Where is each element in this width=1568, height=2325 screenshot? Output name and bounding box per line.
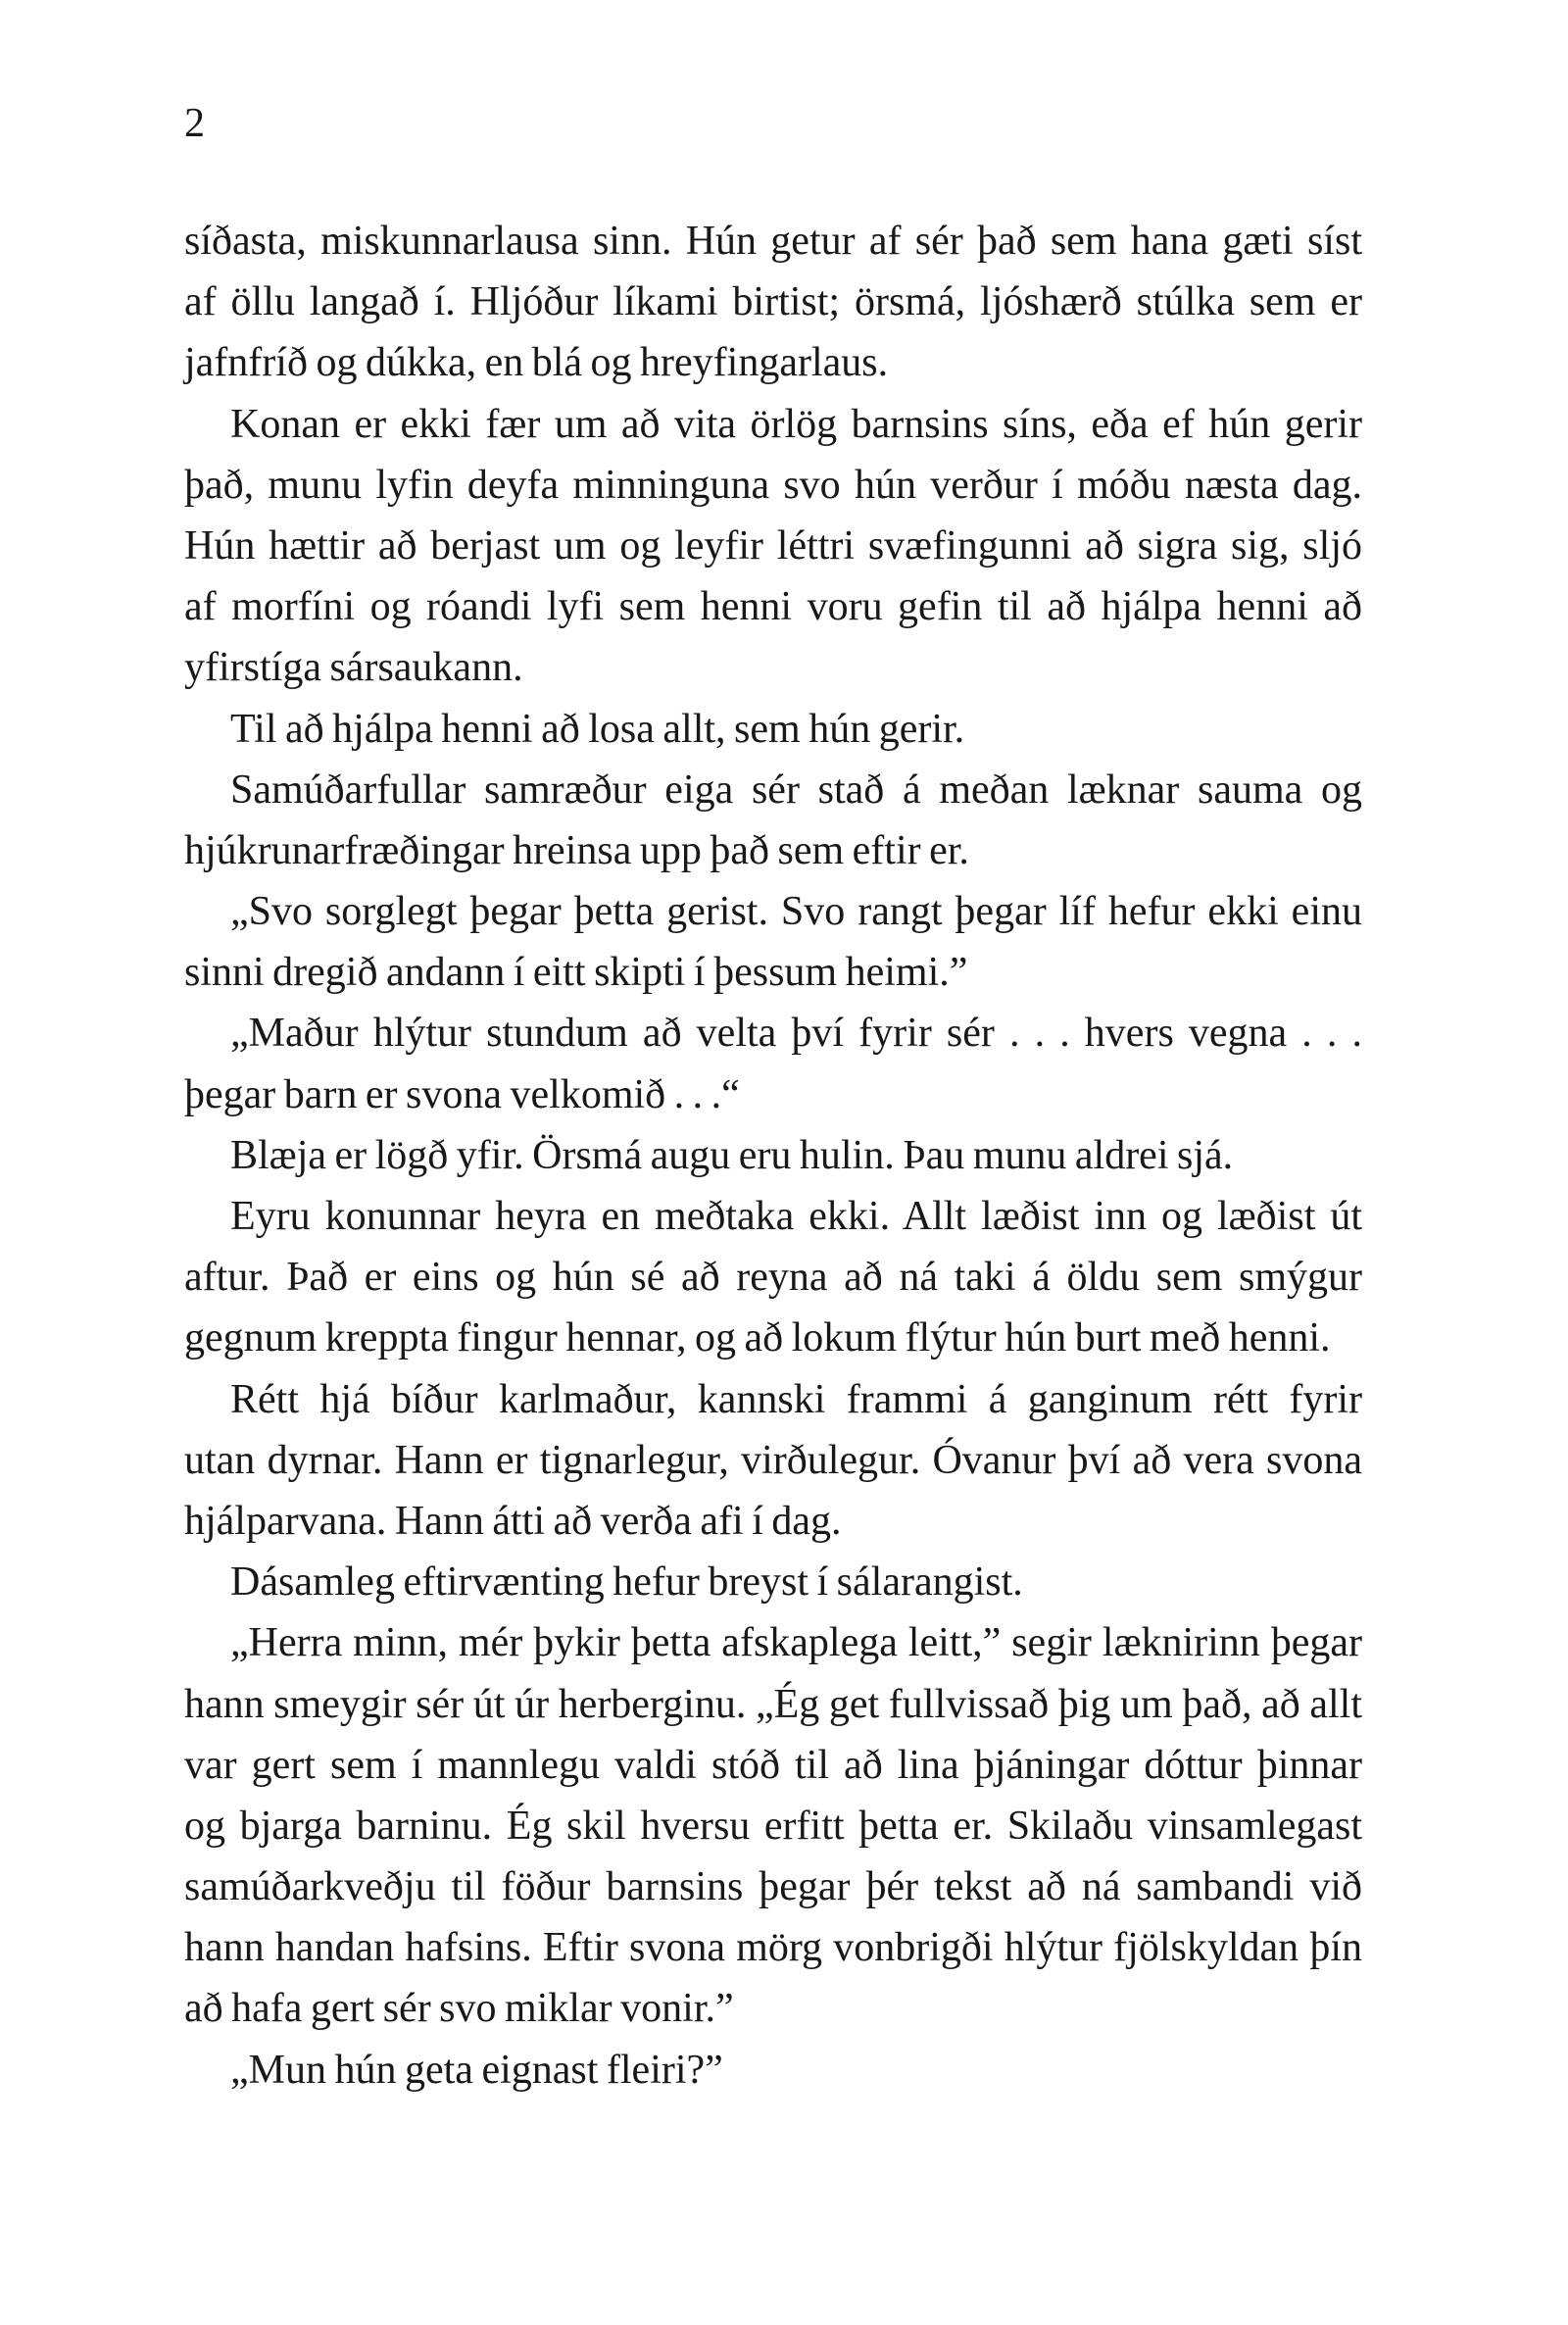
paragraph [184, 2040, 1362, 2101]
paragraph [184, 760, 1362, 881]
paragraph [184, 1612, 1362, 2039]
text-line: utan dyrnar. Hann er tignarlegur, virðulegur. Óvanur því að vera svona [184, 1437, 1362, 1483]
paragraph [184, 211, 1362, 394]
text-line: hjálparvana. Hann átti að verða afi í dag. [184, 1498, 842, 1544]
text-line: síðasta, miskunnarlausa sinn. Hún getur af sér það sem hana gæti síst [184, 219, 1362, 264]
text-line: Konan er ekki fær um að vita örlög barnsins síns, eða ef hún gerir [230, 401, 1362, 447]
text-line: Blæja er lögð yfir. Örsmá augu eru hulin. Þau munu aldrei sjá. [230, 1132, 1234, 1178]
text-line: sinni dregið andann í eitt skipti í þessum heimi.” [184, 950, 968, 996]
text-line: Samúðarfullar samræður eiga sér stað á meðan læknar sauma og [230, 767, 1362, 813]
text-line: „Svo sorglegt þegar þetta gerist. Svo rangt þegar líf hefur ekki einu [230, 889, 1362, 935]
text-line: jafnfríð og dúkka, en blá og hreyfingarlaus. [184, 340, 889, 386]
text-line: Rétt hjá bíður karlmaður, kannski frammi á ganginum rétt fyrir [230, 1376, 1362, 1422]
paragraph [184, 1552, 1362, 1612]
paragraph [184, 1125, 1362, 1186]
text-line: Hún hættir að berjast um og leyfir léttri svæfingunni að sigra sig, sljó [184, 522, 1362, 569]
text-line: „Maður hlýtur stundum að velta því fyrir sér . . . hvers vegna . . . [230, 1011, 1362, 1057]
text-line: það, munu lyfin deyfa minninguna svo hún verður í móðu næsta dag. [184, 462, 1362, 508]
text-line: hjúkrunarfræðingar hreinsa upp það sem eftir er. [184, 827, 969, 873]
text-line: samúðarkveðju til föður barnsins þegar þér tekst að ná sambandi við [184, 1864, 1362, 1910]
paragraph [184, 1003, 1362, 1124]
text-line: aftur. Það er eins og hún sé að reyna að ná taki á öldu sem smýgur [184, 1255, 1362, 1301]
paragraph [184, 1186, 1362, 1369]
text-line: hann handan hafsins. Eftir svona mörg vonbrigði hlýtur fjölskyldan þín [184, 1925, 1362, 1971]
text-line: að hafa gert sér svo miklar vonir.” [184, 1986, 734, 2032]
paragraph [184, 881, 1362, 1003]
body-text [184, 211, 1362, 2101]
text-line: og bjarga barninu. Ég skil hversu erfitt þetta er. Skilaðu vinsamlegast [184, 1803, 1362, 1849]
text-line: yfirstíga sársaukann. [184, 645, 523, 691]
text-line: Til að hjálpa henni að losa allt, sem hún gerir. [230, 706, 965, 752]
paragraph [184, 1369, 1362, 1553]
page-number: 2 [184, 101, 205, 146]
text-line: hann smeygir sér út úr herberginu. „Ég get fullvissað þig um það, að allt [184, 1681, 1362, 1727]
text-line: „Herra minn, mér þykir þetta afskaplega leitt,” segir læknirinn þegar [230, 1620, 1362, 1666]
text-line: af öllu langað í. Hljóður líkami birtist; örsmá, ljóshærð stúlka sem er [184, 279, 1362, 325]
text-line: Eyru konunnar heyra en meðtaka ekki. Allt læðist inn og læðist út [230, 1194, 1362, 1239]
text-line: þegar barn er svona velkomið . . .“ [184, 1071, 740, 1117]
text-line: „Mun hún geta eignast fleiri?” [230, 2047, 723, 2093]
text-line: var gert sem í mannlegu valdi stóð til að lina þjáningar dóttur þinnar [184, 1742, 1362, 1788]
paragraph [184, 699, 1362, 760]
text-line: gegnum kreppta fingur hennar, og að lokum flýtur hún burt með henni. [184, 1315, 1331, 1361]
paragraph [184, 394, 1362, 699]
text-line: Dásamleg eftirvænting hefur breyst í sálarangist. [230, 1559, 1023, 1606]
text-line: af morfíni og róandi lyfi sem henni voru gefin til að hjálpa henni að [184, 584, 1362, 630]
